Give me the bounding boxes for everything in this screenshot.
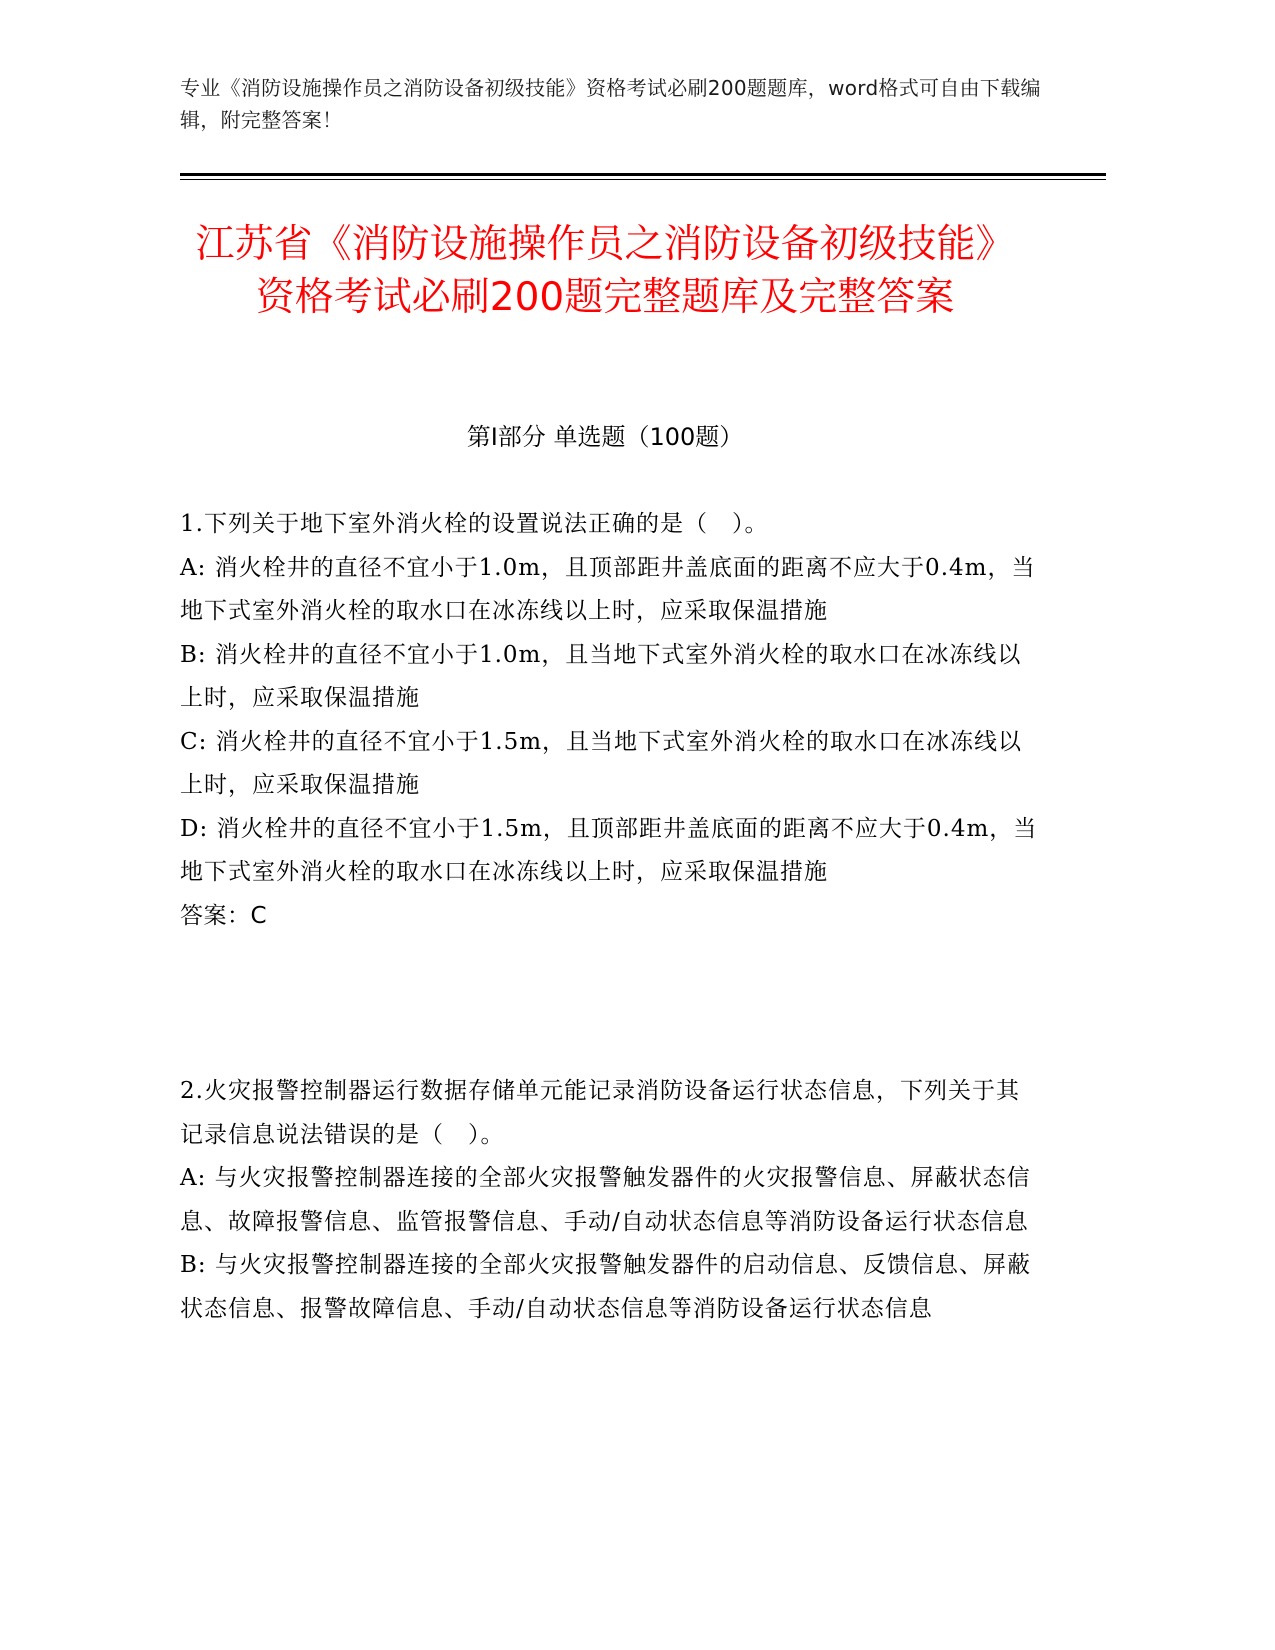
option-b: B: 与火灾报警控制器连接的全部火灾报警触发器件的启动信息、反馈信息、屏蔽状态信息、报警故障信息、手动/自动状态信息等消防设备运行状态信息	[180, 1252, 1031, 1322]
option-b: B: 消火栓井的直径不宜小于1.0m，且当地下式室外消火栓的取水口在冰冻线以上时，应采取保温措施	[180, 641, 1022, 711]
option-d: D: 消火栓井的直径不宜小于1.5m，且顶部距井盖底面的距离不应大于0.4m，当地下式室外消火栓的取水口在冰冻线以上时，应采取保温措施	[180, 815, 1038, 885]
option-c: C: 消火栓井的直径不宜小于1.5m，且当地下式室外消火栓的取水口在冰冻线以上时，应采取保温措施	[180, 728, 1023, 798]
answer: 答案：C	[180, 902, 268, 929]
question-stem: 1.下列关于地下室外消火栓的设置说法正确的是（ ）。	[180, 511, 769, 537]
header-rule-thin	[180, 179, 1106, 180]
header-rule-thick	[180, 173, 1106, 176]
header-note: 专业《消防设施操作员之消防设备初级技能》资格考试必刷200题题库，word格式可自由下载编辑，附完整答案！	[180, 76, 1041, 132]
document-title: 江苏省《消防设施操作员之消防设备初级技能》资格考试必刷200题完整题库及完整答案	[195, 222, 1015, 320]
question-1	[180, 503, 1040, 938]
question-stem: 2.火灾报警控制器运行数据存储单元能记录消防设备运行状态信息，下列关于其记录信息说法错误的是（ ）。	[180, 1078, 1020, 1148]
option-a: A: 与火灾报警控制器连接的全部火灾报警触发器件的火灾报警信息、屏蔽状态信息、故障报警信息、监管报警信息、手动/自动状态信息等消防设备运行状态信息	[180, 1165, 1031, 1235]
question-2	[180, 1070, 1040, 1331]
option-a: A: 消火栓井的直径不宜小于1.0m，且顶部距井盖底面的距离不应大于0.4m，当地下式室外消火栓的取水口在冰冻线以上时，应采取保温措施	[180, 554, 1036, 624]
section-title: 第Ⅰ部分 单选题（100题）	[466, 423, 744, 451]
